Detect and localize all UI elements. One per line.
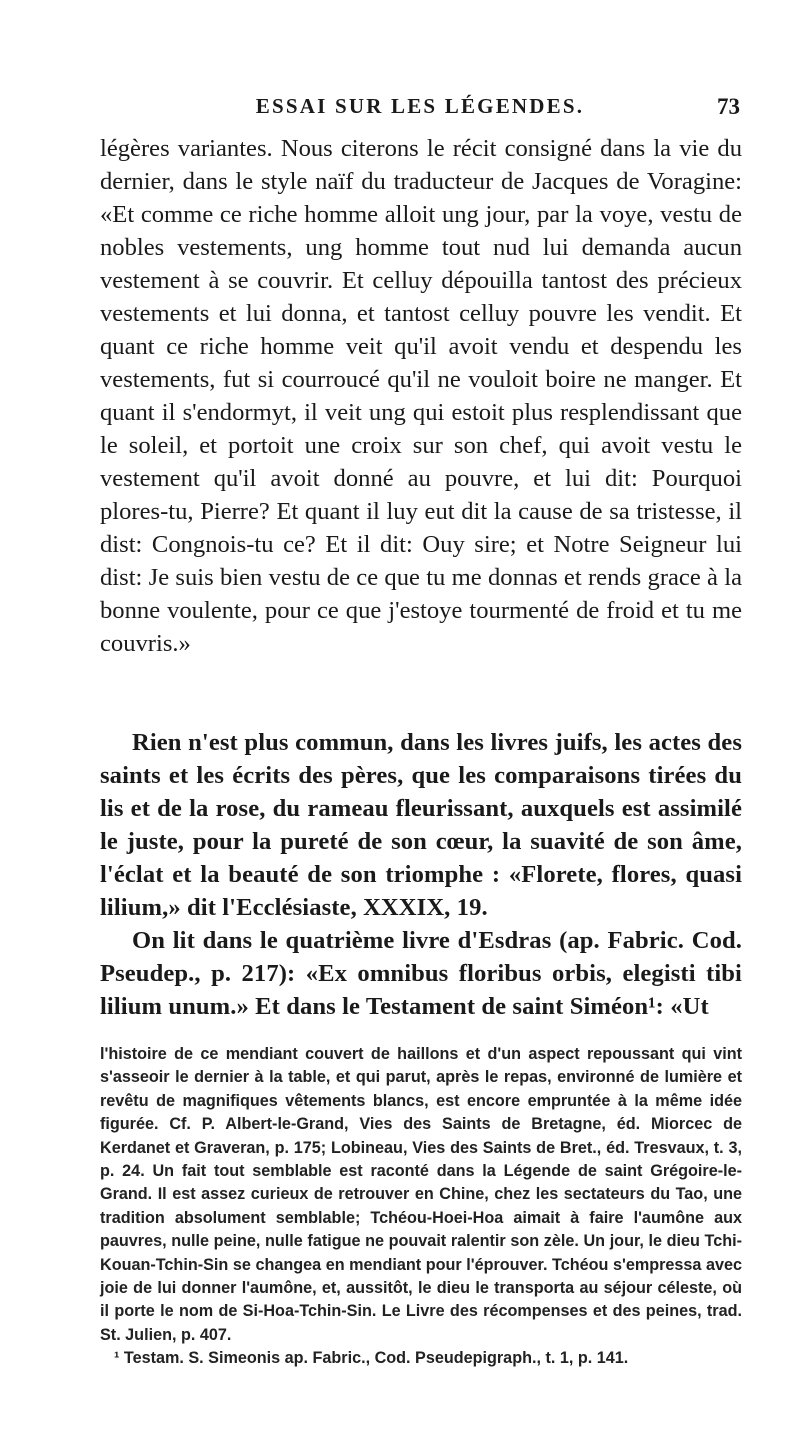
main-text-lower [100,726,742,1023]
page-number: 73 [717,94,740,119]
body-paragraph: On lit dans le quatrième livre d'Esdras (ap. Fabric. Cod. Pseudep., p. 217): «Ex omnibus floribus orbis, elegisti tibi lilium unum.» Et dans le Testament de saint Siméon¹: «Ut [100,927,742,1020]
footnote-1: ¹ Testam. S. Simeonis ap. Fabric., Cod. Pseudepigraph., t. 1, p. 141. [114,1349,629,1368]
body-paragraph: légères variantes. Nous citerons le récit consigné dans la vie du dernier, dans le style naïf du traducteur de Jacques de Voragine: «Et comme ce riche homme alloit ung jour, par la voye, vestu de nobles vestements, ung homme tout nud lui demanda aucun vestement à se couvrir. Et celluy dépouilla tantost des précieux vestements et lui donna, et tantost celluy pouvre les vendit. Et quant ce riche homme veit qu'il avoit vendu et despendu les vestements, fut si courroucé qu'il ne vouloit boire ne manger. Et quant il s'endormyt, il veit ung qui estoit plus resplendissant que le soleil, et portoit une croix sur son chef, qui avoit vestu le vestement qu'il avoit donné au pouvre, et lui dit: Pourquoi plores-tu, Pierre? Et quant il luy eut dit la cause de sa tristesse, il dist: Congnois-tu ce? Et il dit: Ouy sire; et Notre Seigneur lui dist: Je suis bien vestu de ce que tu me donnas et rends grace à la bonne voulente, pour ce que j'estoye tourmenté de froid et tu me couvris.» [100,135,742,657]
footnotes [100,1043,742,1371]
running-head [100,94,740,124]
main-text-upper [100,132,742,660]
running-title: ESSAI SUR LES LÉGENDES. [255,94,585,118]
footnote-continuation: l'histoire de ce mendiant couvert de haillons et d'un aspect repoussant qui vint s'asseoir le dernier à la table, et qui parut, après le repas, environné de lumière et revêtu de magnifiques vêtements blancs, est encore empruntée à la même idée figurée. Cf. P. Albert-le-Grand, Vies des Saints de Bretagne, éd. Miorcec de Kerdanet et Graveran, p. 175; Lobineau, Vies des Saints de Bret., éd. Tresvaux, t. 3, p. 24. Un fait tout semblable est raconté dans la Légende de saint Grégoire-le-Grand. Il est assez curieux de retrouver en Chine, chez les sectateurs du Tao, une tradition absolument semblable; Tchéou-Hoei-Hoa aimait à faire l'aumône aux pauvres, nulle peine, nulle fatigue ne pouvait ralentir son zèle. Un jour, le dieu Tchi-Kouan-Tchin-Sin se changea en mendiant pour l'éprouver. Tchéou s'empressa avec joie de lui donner l'aumône, et, aussitôt, le dieu le transporta au séjour céleste, où il porte le nom de Si-Hoa-Tchin-Sin. Le Livre des récompenses et des peines, trad. St. Julien, p. 407. [100,1045,742,1344]
body-paragraph: Rien n'est plus commun, dans les livres juifs, les actes des saints et les écrits des pères, que les comparaisons tirées du lis et de la rose, du rameau fleurissant, auxquels est assimilé le juste, pour la pureté de son cœur, la suavité de son âme, l'éclat et la beauté de son triomphe : «Florete, flores, quasi lilium,» dit l'Ecclésiaste, XXXIX, 19. [100,729,742,921]
